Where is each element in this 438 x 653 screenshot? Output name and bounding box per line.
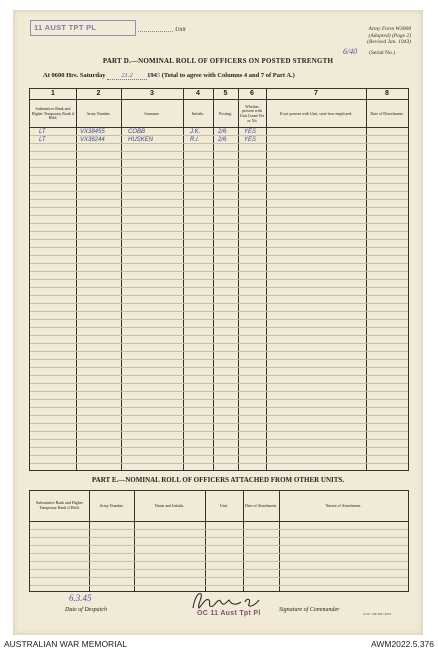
ruled-row-line bbox=[30, 215, 408, 216]
strength-suffix: (Total to agree with Columns 4 and 7 of Part A.) bbox=[161, 72, 295, 79]
column-header: If not present with Unit, state how employed. bbox=[279, 110, 353, 116]
strength-line bbox=[43, 72, 295, 80]
ruled-row-line bbox=[30, 231, 408, 232]
column-number: 6 bbox=[250, 90, 254, 97]
column-header: Surname. bbox=[144, 110, 160, 116]
ruled-row-line bbox=[30, 367, 408, 368]
ruled-row-line bbox=[30, 159, 408, 160]
ruled-row-line bbox=[30, 351, 408, 352]
ruled-row-line bbox=[30, 415, 408, 416]
ruled-row-line bbox=[30, 143, 408, 144]
row-2-present: YES bbox=[244, 137, 257, 143]
ruled-row-line bbox=[30, 343, 408, 344]
ruled-row-line bbox=[30, 391, 408, 392]
ruled-row-line bbox=[30, 207, 408, 208]
strength-year-handwritten: 5 bbox=[156, 72, 161, 79]
part-d-table bbox=[29, 88, 409, 471]
row-1-army-number: VX38455 bbox=[80, 129, 105, 135]
ruled-row-line bbox=[30, 183, 408, 184]
serial-number-label: (Serial No.) bbox=[369, 50, 395, 56]
printer-mark: A.W. 136 5M 10/44 bbox=[363, 612, 391, 616]
ruled-row-line bbox=[30, 431, 408, 432]
ruled-row-line bbox=[30, 577, 408, 578]
ruled-row-line bbox=[30, 383, 408, 384]
ruled-row-line bbox=[30, 327, 408, 328]
ruled-row-line bbox=[30, 175, 408, 176]
ruled-row-line bbox=[30, 319, 408, 320]
strength-date: 21.2 bbox=[107, 72, 147, 80]
ruled-row-line bbox=[30, 335, 408, 336]
commander-signature bbox=[189, 588, 269, 612]
ruled-row-line bbox=[30, 271, 408, 272]
column-header: Unit. bbox=[219, 502, 229, 508]
ruled-row-line bbox=[30, 399, 408, 400]
part-d-title: PART D.—NOMINAL ROLL OF OFFICERS ON POSTED STRENGTH bbox=[102, 57, 334, 65]
row-1-initials: J.K. bbox=[190, 129, 201, 135]
row-2-rank: LT bbox=[39, 137, 46, 143]
ruled-row-line bbox=[30, 279, 408, 280]
ruled-row-line bbox=[30, 191, 408, 192]
commander-signature-label: Signature of Commander bbox=[279, 607, 340, 613]
unit-label: Unit bbox=[175, 27, 186, 33]
column-header: Whether present with Unit Count Yes or No bbox=[239, 103, 265, 123]
column-number: 8 bbox=[385, 90, 389, 97]
column-header: Substantive Rank and Higher Temporary Rank if Held. bbox=[36, 500, 83, 510]
row-1-posting: 2/6 bbox=[218, 129, 227, 135]
ruled-row-line bbox=[30, 537, 408, 538]
ruled-row-line bbox=[30, 375, 408, 376]
serial-number-value: 6/40 bbox=[343, 47, 358, 56]
strength-year: 194 bbox=[147, 72, 157, 79]
ruled-row-line bbox=[30, 239, 408, 240]
column-number: 7 bbox=[314, 90, 318, 97]
column-header: Nature of Attachment. bbox=[325, 502, 362, 508]
ruled-row-line bbox=[30, 439, 408, 440]
ruled-row-line bbox=[30, 247, 408, 248]
column-number: 5 bbox=[223, 90, 228, 97]
row-2-army-number: VX36244 bbox=[80, 137, 105, 143]
header-divider bbox=[30, 127, 408, 128]
ruled-row-line bbox=[30, 545, 408, 546]
ruled-row-line bbox=[30, 223, 408, 224]
column-header: Army Number. bbox=[99, 502, 124, 508]
ruled-row-line bbox=[30, 447, 408, 448]
column-header: Date of Attachment. bbox=[244, 502, 278, 508]
ruled-row-line bbox=[30, 151, 408, 152]
ruled-row-line bbox=[30, 295, 408, 296]
header-divider bbox=[30, 521, 408, 522]
column-number: 3 bbox=[150, 90, 154, 97]
accession-number: AWM2022.5.376 bbox=[371, 639, 434, 649]
column-header: Name and Initials. bbox=[154, 502, 185, 508]
ruled-row-line bbox=[30, 287, 408, 288]
column-number: 1 bbox=[51, 90, 55, 97]
row-2-posting: 2/6 bbox=[218, 137, 227, 143]
ruled-row-line bbox=[30, 585, 408, 586]
unit-stamp: 11 AUST TPT PL bbox=[30, 20, 136, 36]
ruled-row-line bbox=[30, 529, 408, 530]
ruled-row-line bbox=[30, 569, 408, 570]
part-e-table bbox=[29, 490, 409, 592]
ruled-row-line bbox=[30, 167, 408, 168]
column-header: Posting. bbox=[218, 110, 232, 116]
form-ref-line: (Revised Jan. 1943) bbox=[367, 39, 411, 45]
ruled-row-line bbox=[30, 311, 408, 312]
header-divider bbox=[30, 99, 408, 100]
commander-stamp: OC 11 Aust Tpt Pl bbox=[197, 610, 261, 617]
column-header: Initials. bbox=[191, 110, 205, 116]
institution-name: AUSTRALIAN WAR MEMORIAL bbox=[4, 639, 127, 649]
row-1-rank: LT bbox=[39, 129, 46, 135]
caption-bar bbox=[0, 637, 438, 653]
ruled-row-line bbox=[30, 561, 408, 562]
form-ref-line: Army Form W3008 bbox=[368, 26, 411, 32]
ruled-row-line bbox=[30, 303, 408, 304]
column-number: 2 bbox=[96, 90, 101, 97]
column-header: Date of Detachment. bbox=[370, 110, 404, 116]
unit-underline bbox=[138, 31, 173, 32]
ruled-row-line bbox=[30, 263, 408, 264]
row-1-present: YES bbox=[244, 129, 257, 135]
ruled-row-line bbox=[30, 455, 408, 456]
ruled-row-line bbox=[30, 553, 408, 554]
ruled-row-line bbox=[30, 255, 408, 256]
form-page bbox=[13, 10, 423, 635]
ruled-row-line bbox=[30, 199, 408, 200]
ruled-row-line bbox=[30, 135, 408, 136]
column-number: 4 bbox=[196, 90, 200, 97]
part-e-title: PART E.—NOMINAL ROLL OF OFFICERS ATTACHED FROM OTHER UNITS. bbox=[91, 476, 345, 484]
ruled-row-line bbox=[30, 407, 408, 408]
row-2-initials: R.I. bbox=[190, 137, 200, 143]
row-2-surname: HUSKEN bbox=[128, 137, 154, 143]
column-header: Army Number. bbox=[86, 110, 111, 116]
row-1-surname: COBB bbox=[128, 129, 146, 135]
ruled-row-line bbox=[30, 359, 408, 360]
despatch-date-value: 6.3.45 bbox=[69, 593, 92, 603]
column-header: Substantive Rank and Higher Temporary Rank if Held. bbox=[31, 106, 75, 121]
strength-prefix: At 0600 Hrs. Saturday bbox=[43, 72, 106, 79]
form-reference bbox=[331, 26, 411, 46]
ruled-row-line bbox=[30, 463, 408, 464]
ruled-row-line bbox=[30, 423, 408, 424]
despatch-date-label: Date of Despatch bbox=[65, 607, 107, 613]
form-ref-line: (Adapted) (Page 2) bbox=[368, 32, 411, 39]
